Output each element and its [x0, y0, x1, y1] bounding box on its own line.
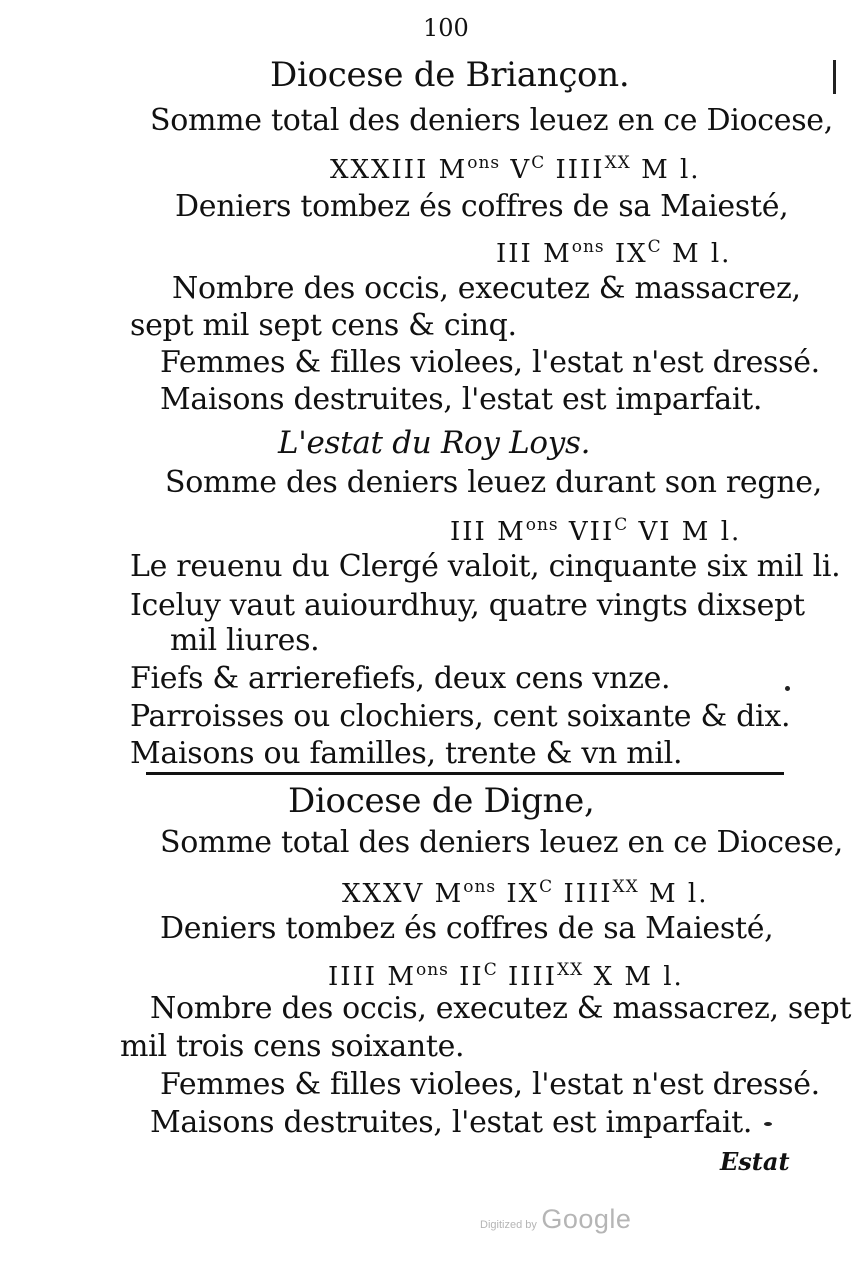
briancon-women-line: Femmes & filles violees, l'estat n'est dressé.: [160, 345, 820, 380]
roy-current-value: mil liures.: [170, 623, 320, 658]
heading-briancon: Diocese de Briançon.: [270, 55, 630, 95]
watermark-prefix: Digitized by: [480, 1219, 537, 1231]
page-number: 100: [423, 14, 469, 42]
briancon-killed-label: Nombre des occis, executez & massacrez,: [172, 271, 801, 306]
roy-houses-line: Maisons ou familles, trente & vn mil.: [130, 736, 683, 771]
heading-digne: Diocese de Digne,: [288, 781, 595, 821]
roy-fiefs-line: Fiefs & arrierefiefs, deux cens vnze.: [130, 661, 671, 696]
digne-sum-label: Somme total des deniers leuez en ce Diocese,: [160, 825, 843, 860]
digne-houses-line: Maisons destruites, l'estat est imparfait.: [150, 1105, 753, 1140]
heading-roy-loys: L'estat du Roy Loys.: [278, 425, 591, 461]
briancon-sum-label: Somme total des deniers leuez en ce Diocese,: [150, 103, 833, 138]
roy-sum-label: Somme des deniers leuez durant son regne,: [165, 465, 822, 500]
digne-treasury-label: Deniers tombez és coffres de sa Maiesté,: [160, 911, 774, 946]
briancon-treasury-label: Deniers tombez és coffres de sa Maiesté,: [175, 189, 789, 224]
digne-treasury-value: IIII $M^{ons}$ $II^C$ $IIII^{XX}$ X M l.: [328, 960, 684, 992]
digne-killed-value: mil trois cens soixante.: [120, 1029, 465, 1064]
section-divider: [146, 772, 784, 775]
ink-speck: [764, 1122, 772, 1126]
roy-parishes-line: Parroisses ou clochiers, cent soixante & dix.: [130, 699, 791, 734]
google-logo: Google: [541, 1204, 632, 1234]
margin-mark: [833, 60, 836, 94]
briancon-killed-value: sept mil sept cens & cinq.: [130, 308, 517, 343]
digitized-watermark: [480, 1204, 631, 1235]
digne-sum-value: XXXV $M^{ons}$ $IX^C$ $IIII^{XX}$ M l.: [342, 877, 709, 909]
roy-current-line: Iceluy vaut auiourdhuy, quatre vingts dixsept: [130, 588, 805, 623]
briancon-houses-line: Maisons destruites, l'estat est imparfait.: [160, 382, 763, 417]
briancon-treasury-value: III $M^{ons}$ $IX^C$ M l.: [496, 237, 732, 269]
digne-women-line: Femmes & filles violees, l'estat n'est dressé.: [160, 1067, 820, 1102]
briancon-sum-value: XXXIII $M^{ons}$ $V^C$ $IIII^{XX}$ M l.: [330, 153, 701, 185]
roy-clergy-line: Le reuenu du Clergé valoit, cinquante six mil li.: [130, 549, 841, 584]
roy-sum-value: III $M^{ons}$ $VII^C$ VI M l.: [450, 515, 742, 547]
catchword: Estat: [720, 1147, 790, 1176]
ink-speck: [785, 686, 790, 691]
digne-killed-label: Nombre des occis, executez & massacrez, sept: [150, 991, 852, 1026]
